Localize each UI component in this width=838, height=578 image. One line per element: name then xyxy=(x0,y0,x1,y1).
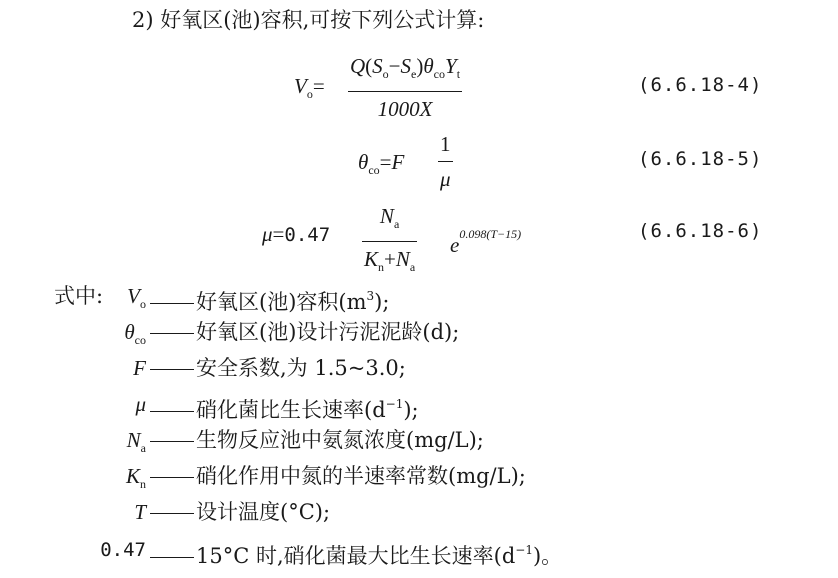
eq1-lhs: V xyxy=(294,74,307,98)
eq3-fraction: $N_a$ $K_n+N_a$ xyxy=(364,204,416,274)
eq1-number: (6.6.18-4) xyxy=(638,74,763,96)
eq1-numerator: $Q(S_o-S_e)\theta_{co}Y_t$ xyxy=(350,54,461,81)
eq2-fraction: 1 μ xyxy=(440,132,451,191)
definitions-lead: 式中: xyxy=(54,284,104,308)
eq1-fraction xyxy=(348,52,462,123)
intro-text: 2) 好氧区(池)容积,可按下列公式计算: xyxy=(132,8,485,32)
eq2-number: (6.6.18-5) xyxy=(638,148,763,170)
eq1-denominator: 1000X xyxy=(377,97,433,121)
eq3-number: (6.6.18-6) xyxy=(638,220,763,242)
